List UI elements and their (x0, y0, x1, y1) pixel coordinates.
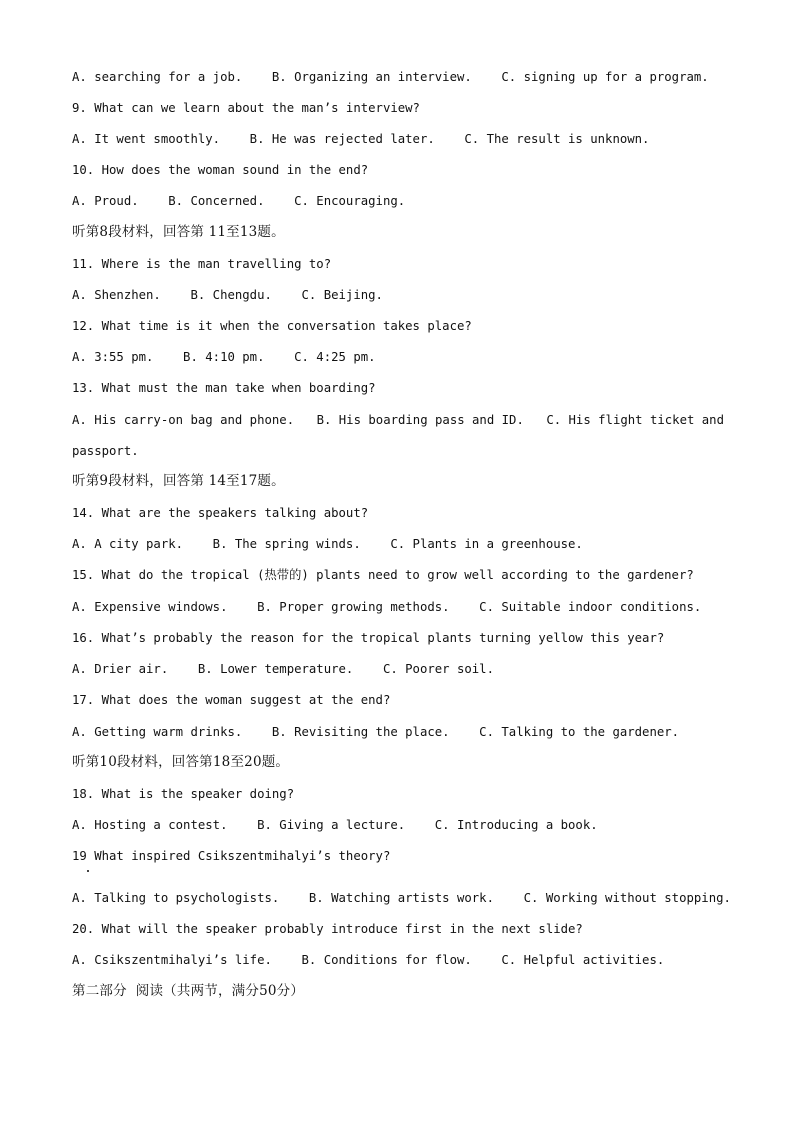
q11-options: A. Shenzhen. B. Chengdu. C. Beijing. (72, 288, 383, 302)
q9-options: A. It went smoothly. B. He was rejected later. C. The result is unknown. (72, 132, 650, 146)
section-heading-10: 听第10段材料，回答第18至20题。 (72, 754, 290, 770)
section-heading-9: 听第9段材料，回答第 14至17题。 (72, 473, 285, 489)
q18-options: A. Hosting a contest. B. Giving a lecture. C. Introducing a book. (72, 818, 598, 832)
q15-options: A. Expensive windows. B. Proper growing methods. C. Suitable indoor conditions. (72, 600, 702, 614)
q20-options: A. Csikszentmihalyi’s life. B. Conditions for flow. C. Helpful activities. (72, 953, 665, 967)
stray-mark (87, 870, 89, 872)
question-15: 15. What do the tropical (热带的) plants need to grow well according to the gardener? (72, 568, 694, 582)
section-heading-8: 听第8段材料，回答第 11至13题。 (72, 224, 285, 240)
question-13: 13. What must the man take when boarding? (72, 381, 376, 395)
question-10: 10. How does the woman sound in the end? (72, 163, 369, 177)
q13-option-a: A. His carry-on bag and phone. (72, 413, 295, 427)
question-9: 9. What can we learn about the man’s interview? (72, 101, 420, 115)
question-19: 19 What inspired Csikszentmihalyi’s theory? (72, 849, 391, 863)
question-11: 11. Where is the man travelling to? (72, 257, 332, 271)
q8-options: A. searching for a job. B. Organizing an interview. C. signing up for a program. (72, 70, 709, 84)
q17-options: A. Getting warm drinks. B. Revisiting the place. C. Talking to the gardener. (72, 725, 680, 739)
q10-options: A. Proud. B. Concerned. C. Encouraging. (72, 194, 406, 208)
part-two-heading: 第二部分 阅读（共两节，满分50分） (72, 983, 305, 999)
q12-options: A. 3:55 pm. B. 4:10 pm. C. 4:25 pm. (72, 350, 376, 364)
q13-option-c: C. His flight ticket and (546, 413, 724, 427)
q13-option-b: B. His boarding pass and ID. (316, 413, 524, 427)
question-12: 12. What time is it when the conversation takes place? (72, 319, 472, 333)
q19-options: A. Talking to psychologists. B. Watching artists work. C. Working without stopping. (72, 891, 731, 905)
q13-options (72, 412, 724, 428)
question-20: 20. What will the speaker probably introduce first in the next slide? (72, 922, 583, 936)
question-17: 17. What does the woman suggest at the end? (72, 693, 391, 707)
q16-options: A. Drier air. B. Lower temperature. C. Poorer soil. (72, 662, 494, 676)
question-14: 14. What are the speakers talking about? (72, 506, 369, 520)
question-16: 16. What’s probably the reason for the tropical plants turning yellow this year? (72, 631, 665, 645)
q14-options: A. A city park. B. The spring winds. C. Plants in a greenhouse. (72, 537, 583, 551)
q13-options-continued: passport. (72, 444, 139, 458)
question-18: 18. What is the speaker doing? (72, 787, 295, 801)
